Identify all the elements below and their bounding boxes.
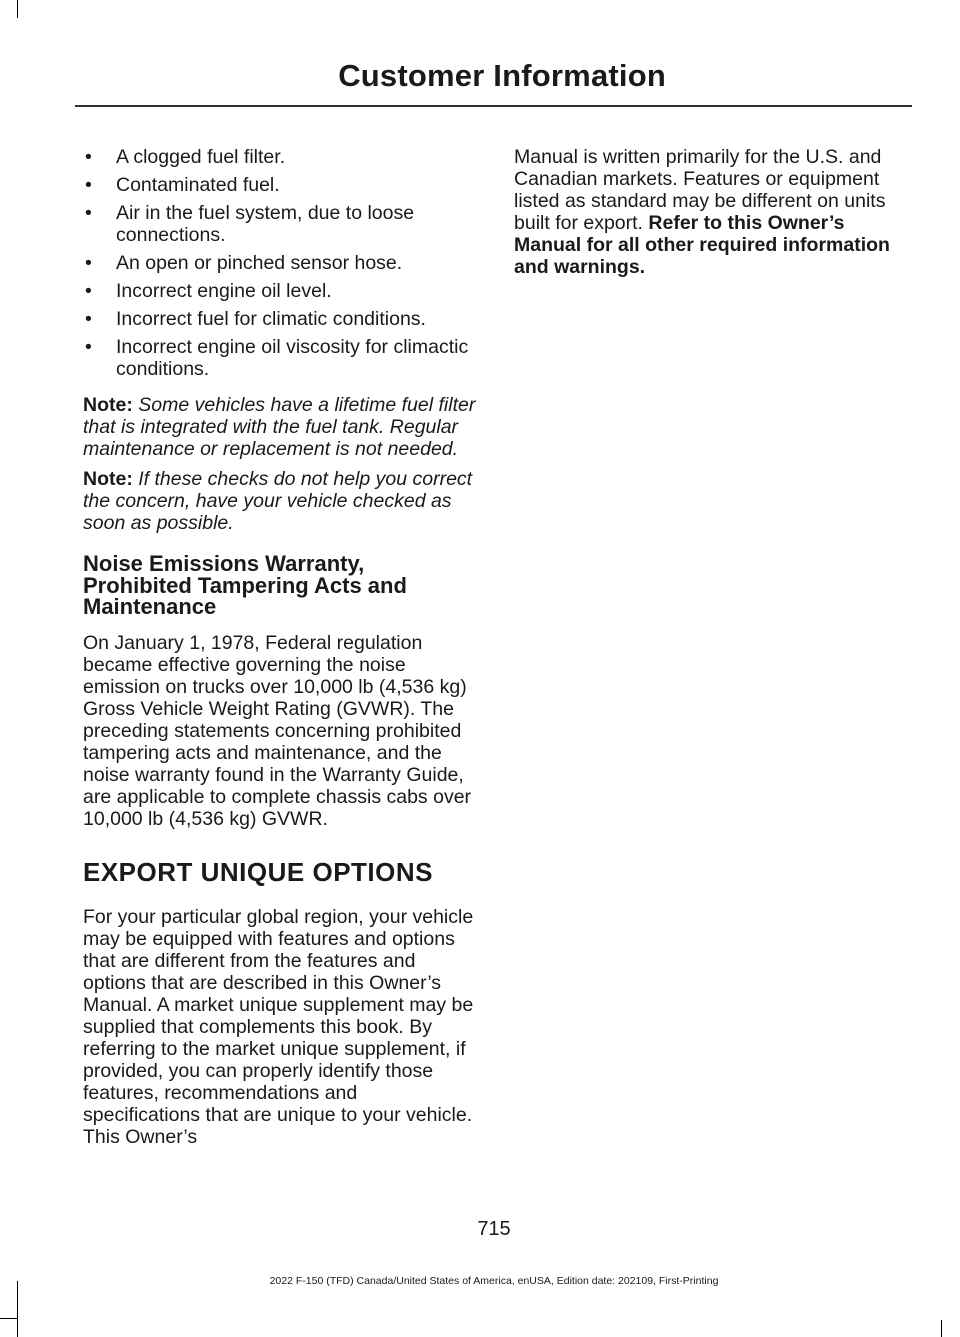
list-item: • Contaminated fuel. <box>83 174 477 196</box>
note-label: Note: <box>83 468 133 490</box>
page-title: Customer Information <box>338 58 666 93</box>
left-column <box>83 146 477 1154</box>
note-text: If these checks do not help you correct the concern, have your vehicle checked as soon as possible. <box>83 468 473 534</box>
edition-footer: 2022 F-150 (TFD) Canada/United States of America, enUSA, Edition date: 202109, First-Printing <box>269 1275 719 1287</box>
list-item: • Incorrect fuel for climatic conditions. <box>83 308 477 330</box>
symptom-list <box>83 146 477 380</box>
noise-emissions-heading: Noise Emissions Warranty, Prohibited Tampering Acts and Maintenance <box>83 551 407 619</box>
export-options-paragraph: For your particular global region, your vehicle may be equipped with features and options that are different from the features and options that are described in this Owner’s Manual. A market unique supplement may be supplied that complements this book. By referring to the market unique supplement, if provided, you can properly identify those features, recommendations and specifications that are unique to your vehicle. This Owner’s <box>83 905 474 1148</box>
continued-text: Manual is written primarily for the U.S. and Canadian markets. Features or equipment listed as standard may be different on units built for export. <box>514 146 886 234</box>
list-item: • Incorrect engine oil viscosity for climactic conditions. <box>83 336 477 380</box>
right-column <box>514 146 910 284</box>
header-divider <box>75 105 912 107</box>
list-item: • Air in the fuel system, due to loose connections. <box>83 202 477 246</box>
export-options-continued <box>514 146 910 278</box>
list-item: • An open or pinched sensor hose. <box>83 252 477 274</box>
list-item: • Incorrect engine oil level. <box>83 280 477 302</box>
export-options-heading: EXPORT UNIQUE OPTIONS <box>83 856 433 887</box>
owners-manual-reference: Refer to this Owner’s Manual for all other required information and warnings. <box>514 212 890 278</box>
crop-mark-bottom-right <box>941 1320 942 1337</box>
crop-mark-top-left <box>17 0 18 18</box>
noise-emissions-paragraph: On January 1, 1978, Federal regulation became effective governing the noise emission on trucks over 10,000 lb (4,536 kg) Gross Vehicle Weight Rating (GVWR). The preceding statements concerning prohibited tampering acts and maintenance, and the noise warranty found in the Warranty Guide, are applicable to complete chassis cabs over 10,000 lb (4,536 kg) GVWR. <box>83 631 472 830</box>
note-checks <box>83 468 477 534</box>
page-number: 715 <box>477 1218 511 1240</box>
crop-mark-bottom-left <box>17 1281 18 1337</box>
crop-mark-bottom-left-horizontal <box>0 1318 17 1319</box>
note-fuel-filter <box>83 394 477 460</box>
note-label: Note: <box>83 394 133 416</box>
note-text: Some vehicles have a lifetime fuel filter that is integrated with the fuel tank. Regular maintenance or replacement is not needed. <box>83 394 476 460</box>
list-item: • A clogged fuel filter. <box>83 146 477 168</box>
